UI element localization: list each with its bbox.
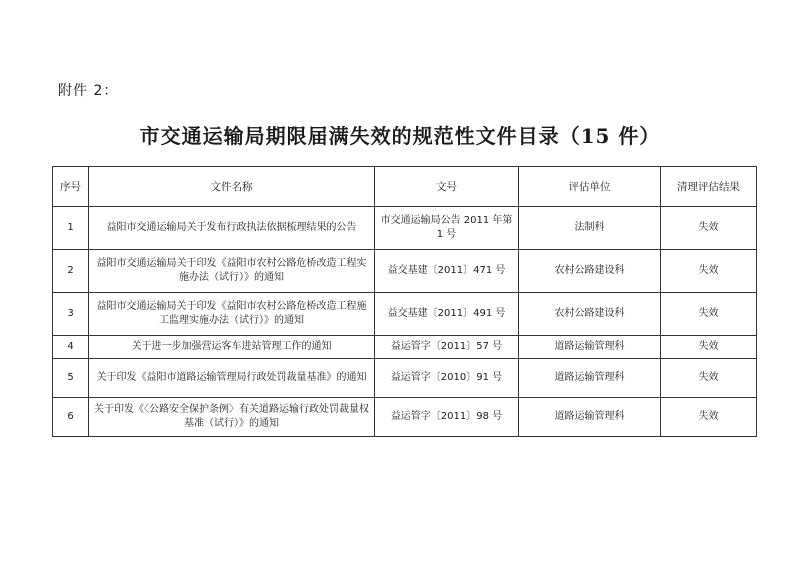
row-doc-no: 益运管字〔2010〕91 号 xyxy=(375,359,519,398)
row-name: 益阳市交通运输局关于印发《益阳市农村公路危桥改造工程实施办法（试行）》的通知 xyxy=(89,250,375,293)
row-doc-no: 益运管字〔2011〕57 号 xyxy=(375,336,519,359)
row-doc-no: 益交基建〔2011〕491 号 xyxy=(375,293,519,336)
table-row xyxy=(53,250,757,293)
row-unit: 道路运输管理科 xyxy=(519,359,661,398)
page-title: 市交通运输局期限届满失效的规范性文件目录（15 件） xyxy=(139,124,661,148)
row-doc-no: 益交基建〔2011〕471 号 xyxy=(375,250,519,293)
row-result: 失效 xyxy=(661,207,757,250)
row-name: 关于印发《〈公路安全保护条例〉有关道路运输行政处罚裁量权基准（试行）》的通知 xyxy=(89,398,375,437)
row-result: 失效 xyxy=(661,336,757,359)
row-unit: 道路运输管理科 xyxy=(519,336,661,359)
row-unit: 农村公路建设科 xyxy=(519,250,661,293)
table-row xyxy=(53,359,757,398)
attachment-label: 附件 2： xyxy=(58,83,119,99)
row-result: 失效 xyxy=(661,398,757,437)
row-seq: 1 xyxy=(53,207,89,250)
row-name: 益阳市交通运输局关于印发《益阳市农村公路危桥改造工程施工监理实施办法（试行）》的通知 xyxy=(89,293,375,336)
table-header-row xyxy=(53,167,757,207)
row-seq: 5 xyxy=(53,359,89,398)
header-unit: 评估单位 xyxy=(519,167,661,207)
row-unit: 法制科 xyxy=(519,207,661,250)
row-result: 失效 xyxy=(661,293,757,336)
table-row xyxy=(53,398,757,437)
header-doc-no: 文号 xyxy=(375,167,519,207)
header-result: 清理评估结果 xyxy=(661,167,757,207)
row-unit: 道路运输管理科 xyxy=(519,398,661,437)
row-name: 关于印发《益阳市道路运输管理局行政处罚裁量基准》的通知 xyxy=(89,359,375,398)
row-seq: 4 xyxy=(53,336,89,359)
row-result: 失效 xyxy=(661,359,757,398)
row-seq: 3 xyxy=(53,293,89,336)
row-seq: 2 xyxy=(53,250,89,293)
row-result: 失效 xyxy=(661,250,757,293)
header-name: 文件名称 xyxy=(89,167,375,207)
row-name: 益阳市交通运输局关于发布行政执法依据梳理结果的公告 xyxy=(89,207,375,250)
row-seq: 6 xyxy=(53,398,89,437)
document-catalog-table xyxy=(52,166,757,437)
table-row xyxy=(53,293,757,336)
row-unit: 农村公路建设科 xyxy=(519,293,661,336)
row-doc-no: 益运管字〔2011〕98 号 xyxy=(375,398,519,437)
row-name: 关于进一步加强营运客车进站管理工作的通知 xyxy=(89,336,375,359)
row-doc-no: 市交通运输局公告 2011 年第 1 号 xyxy=(375,207,519,250)
table-row xyxy=(53,336,757,359)
table-row xyxy=(53,207,757,250)
header-seq: 序号 xyxy=(53,167,89,207)
